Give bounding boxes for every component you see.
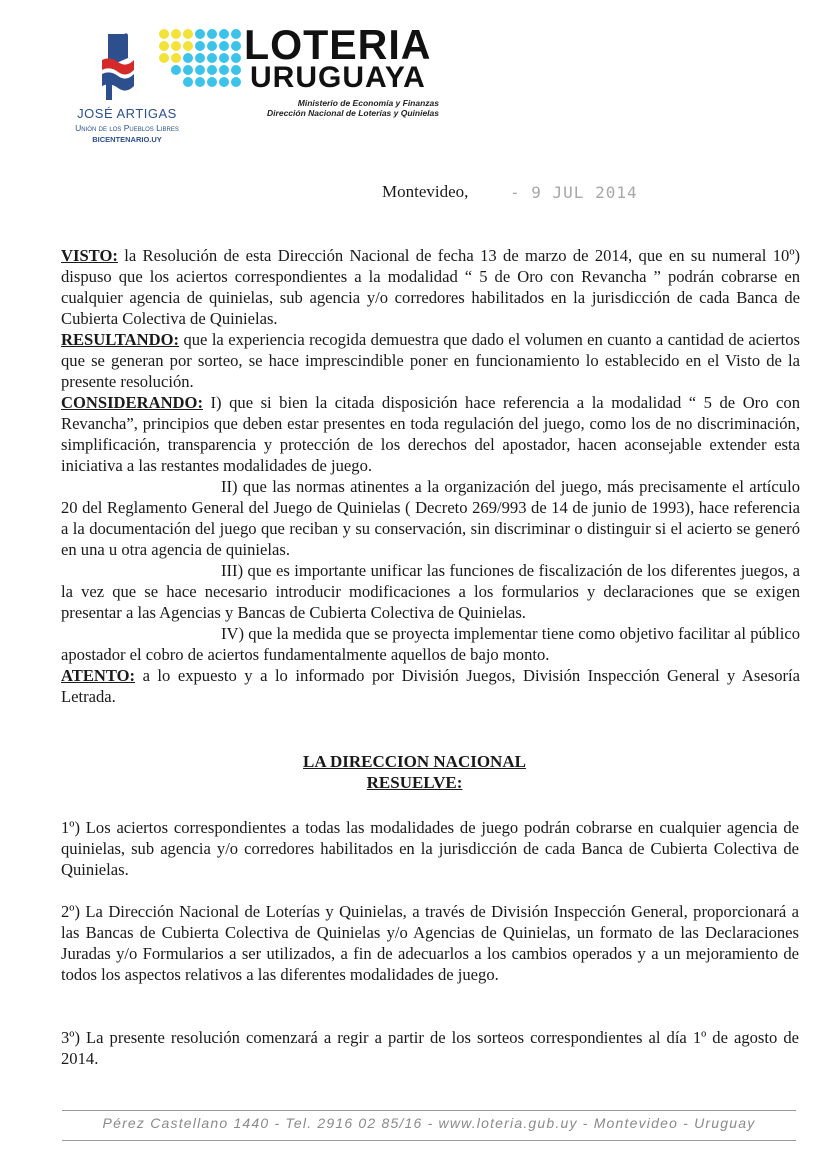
visto-text: la Resolución de esta Dirección Nacional de fecha 13 de marzo de 2014, que en su numeral 10º) dispuso que los aciertos correspondientes a la modalidad “ 5 de Oro con Revancha ” podrán cobrarse en cualquier agencia de quinielas, sub agencia y/o corredores habilitados en la jurisdicción de cada Banca de Cubierta Colectiva de Quinielas. xyxy=(61,246,800,328)
resultando-text: que la experiencia recogida demuestra que dado el volumen en cuanto a cantidad de aciertos que se generan por sorteo, se hace imprescindible poner en funcionamiento lo establecido en el Visto de la presente resolución. xyxy=(61,330,800,391)
uruguaya-wordmark: URUGUAYA xyxy=(250,61,426,94)
resultando-label: RESULTANDO: xyxy=(61,330,180,349)
visto-paragraph xyxy=(61,245,800,329)
footer-rule-top xyxy=(62,1110,796,1111)
loteria-wordmark: LOTERIA xyxy=(244,21,432,68)
date-stamp: - 9 JUL 2014 xyxy=(510,183,638,202)
considerando-item-4: IV) que la medida que se proyecta implementar tiene como objetivo facilitar al público apostador el cobro de aciertos fundamentalmente aquellos de bajo monto. xyxy=(61,624,800,664)
loteria-uruguaya-logo xyxy=(158,21,458,124)
footer-rule-bottom xyxy=(62,1140,796,1141)
footer-contact: Pérez Castellano 1440 - Tel. 2916 02 85/16 - www.loteria.gub.uy - Montevideo - Uruguay xyxy=(102,1115,756,1131)
loteria-dots-icon xyxy=(158,28,244,100)
considerando-item-2: II) que las normas atinentes a la organización del juego, más precisamente el artículo 20 del Reglamento General del Juego de Quinielas ( Decreto 269/993 de 14 de junio de 1993), hace referencia a la documentación del juego que reciban y su conservación, sin discriminar o distinguir si el acierto se generó en una u otra agencia de quinielas. xyxy=(61,477,800,559)
resolution-item-3-text: 3º) La presente resolución comenzará a regir a partir de los sorteos correspondientes al día 1º de agosto de 2014. xyxy=(61,1028,799,1068)
date-place: Montevideo, xyxy=(382,182,469,201)
considerando-paragraph xyxy=(61,392,800,476)
considerando-item-1: I) que si bien la citada disposición hace referencia a la modalidad “ 5 de Oro con Revancha”, principios que deben estar presentes en toda regulación del juego, como los de no discriminación, simplificación, transparencia y protección de los derechos del apostador, hacen aconsejable extender esta iniciativa a las restantes modalidades de juego. xyxy=(61,393,800,475)
visto-label: VISTO: xyxy=(61,246,118,265)
resolution-subheading: RESUELVE: xyxy=(366,773,463,792)
direction-line: Dirección Nacional de Loterías y Quinielas xyxy=(267,108,439,118)
atento-paragraph xyxy=(61,665,800,707)
artigas-flag-mark-icon xyxy=(98,30,138,102)
resolution-item-2 xyxy=(61,901,799,985)
artigas-name: JOSÉ ARTIGAS xyxy=(77,106,177,121)
resolution-item-2-text: 2º) La Dirección Nacional de Loterías y Quinielas, a través de División Inspección General, proporcionará a las Bancas de Cubierta Colectiva de Quinielas y/o Agencias de Quinielas, un formato de las Declaraciones Juradas y/o Formularios a ser utilizados, a fin de adecuarlos a los cambios operados y a un mejoramiento de todos los aspectos relativos a las diferentes modalidades de juego. xyxy=(61,902,799,984)
resolution-item-3 xyxy=(61,1027,799,1069)
atento-text: a lo expuesto y a lo informado por División Juegos, División Inspección General y Asesoría Letrada. xyxy=(61,666,800,706)
considerando-item-3: III) que es importante unificar las funciones de fiscalización de los diferentes juegos, a la vez que se hace necesario introducir modificaciones a los formularios y declaraciones que se exigen presentar a las Agencias y Bancas de Cubierta Colectiva de Quinielas. xyxy=(61,561,800,622)
artigas-subtitle: Unión de los Pueblos Libres xyxy=(75,123,179,133)
resultando-paragraph xyxy=(61,329,800,392)
ministry-line: Ministerio de Economía y Finanzas xyxy=(297,98,439,108)
artigas-url: BICENTENARIO.UY xyxy=(92,135,162,144)
considerando-label: CONSIDERANDO: xyxy=(61,393,203,412)
resolution-item-1 xyxy=(61,817,799,880)
resolution-heading: LA DIRECCION NACIONAL xyxy=(303,752,526,771)
document-body xyxy=(61,245,800,707)
resolution-item-1-text: 1º) Los aciertos correspondientes a todas las modalidades de juego podrán cobrarse en cualquier agencia de quinielas, sub agencia y/o corredores habilitados en la jurisdicción de cada Banca de Cubierta Colectiva de Quinielas. xyxy=(61,818,799,879)
atento-label: ATENTO: xyxy=(61,666,136,685)
